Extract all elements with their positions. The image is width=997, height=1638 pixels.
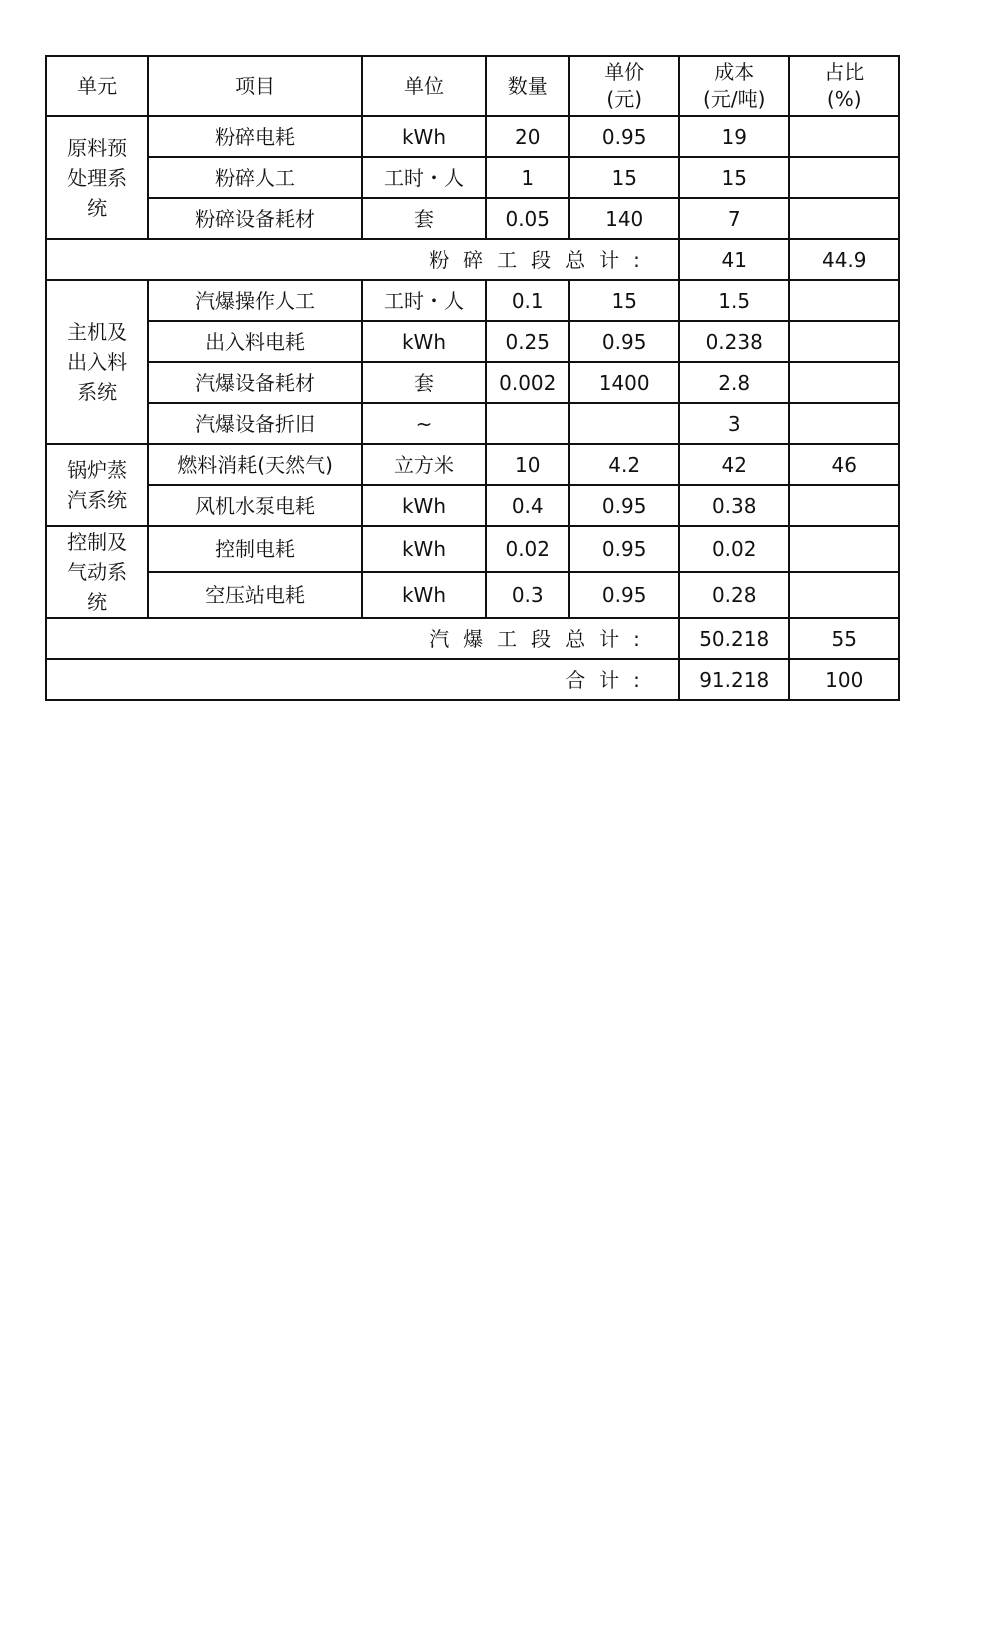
item-cell: 汽爆操作人工	[148, 280, 362, 321]
quantity-cell	[486, 403, 569, 444]
table-row	[46, 444, 899, 485]
price-cell: 15	[569, 157, 678, 198]
table-row	[46, 321, 899, 362]
cost-cell: 0.28	[679, 572, 790, 618]
measure-cell: 工时・人	[362, 280, 486, 321]
cost-cell: 0.02	[679, 526, 790, 572]
quantity-cell: 0.1	[486, 280, 569, 321]
ratio-cell	[789, 485, 899, 526]
ratio-cell	[789, 403, 899, 444]
table-row	[46, 362, 899, 403]
measure-cell: kWh	[362, 116, 486, 157]
quantity-cell: 0.002	[486, 362, 569, 403]
price-cell: 0.95	[569, 321, 678, 362]
subtotal-crush-cost: 41	[679, 239, 790, 280]
subtotal-row-crush	[46, 239, 899, 280]
measure-cell: 工时・人	[362, 157, 486, 198]
item-cell: 汽爆设备折旧	[148, 403, 362, 444]
item-cell: 出入料电耗	[148, 321, 362, 362]
quantity-cell: 20	[486, 116, 569, 157]
cost-table	[45, 55, 900, 701]
header-ratio-line2: (%)	[826, 87, 862, 111]
header-cost-line2: (元/吨)	[703, 87, 766, 111]
table-row	[46, 280, 899, 321]
price-cell: 4.2	[569, 444, 678, 485]
quantity-cell: 0.02	[486, 526, 569, 572]
item-cell: 粉碎人工	[148, 157, 362, 198]
subtotal-steam-ratio: 55	[789, 618, 899, 659]
unit-cell: 控制及气动系统	[46, 526, 148, 618]
total-ratio: 100	[789, 659, 899, 700]
table-row	[46, 572, 899, 618]
cost-cell: 7	[679, 198, 790, 239]
total-cost: 91.218	[679, 659, 790, 700]
ratio-cell	[789, 321, 899, 362]
price-cell: 0.95	[569, 572, 678, 618]
item-cell: 汽爆设备耗材	[148, 362, 362, 403]
header-cost-line1: 成本	[714, 60, 755, 84]
subtotal-steam-cost: 50.218	[679, 618, 790, 659]
item-cell: 空压站电耗	[148, 572, 362, 618]
measure-cell: 套	[362, 362, 486, 403]
item-cell: 粉碎设备耗材	[148, 198, 362, 239]
header-quantity: 数量	[486, 56, 569, 116]
price-cell: 0.95	[569, 485, 678, 526]
total-row	[46, 659, 899, 700]
table-row	[46, 198, 899, 239]
measure-cell: kWh	[362, 485, 486, 526]
cost-cell: 0.38	[679, 485, 790, 526]
measure-cell: kWh	[362, 321, 486, 362]
item-cell: 燃料消耗(天然气)	[148, 444, 362, 485]
header-measure: 单位	[362, 56, 486, 116]
cost-cell: 19	[679, 116, 790, 157]
price-cell: 1400	[569, 362, 678, 403]
subtotal-crush-label: 粉碎工段总计:	[46, 239, 679, 280]
header-price-line1: 单价	[604, 60, 645, 84]
header-item: 项目	[148, 56, 362, 116]
table-row	[46, 403, 899, 444]
unit-cell: 原料预处理系统	[46, 116, 148, 239]
ratio-cell	[789, 362, 899, 403]
price-cell: 15	[569, 280, 678, 321]
quantity-cell: 0.05	[486, 198, 569, 239]
cost-cell: 42	[679, 444, 790, 485]
cost-cell: 1.5	[679, 280, 790, 321]
price-cell: 0.95	[569, 526, 678, 572]
ratio-cell	[789, 157, 899, 198]
cost-cell: 2.8	[679, 362, 790, 403]
header-ratio-line1: 占比	[824, 60, 865, 84]
header-price	[569, 56, 678, 116]
header-price-line2: (元)	[606, 87, 642, 111]
item-cell: 控制电耗	[148, 526, 362, 572]
ratio-cell: 46	[789, 444, 899, 485]
table-row	[46, 485, 899, 526]
cost-cell: 15	[679, 157, 790, 198]
measure-cell: 套	[362, 198, 486, 239]
ratio-cell	[789, 198, 899, 239]
header-ratio	[789, 56, 899, 116]
table-row	[46, 116, 899, 157]
measure-cell: kWh	[362, 526, 486, 572]
quantity-cell: 0.3	[486, 572, 569, 618]
subtotal-row-steam	[46, 618, 899, 659]
item-cell: 风机水泵电耗	[148, 485, 362, 526]
cost-cell: 3	[679, 403, 790, 444]
ratio-cell	[789, 116, 899, 157]
measure-cell: 立方米	[362, 444, 486, 485]
price-cell	[569, 403, 678, 444]
price-cell: 140	[569, 198, 678, 239]
price-cell: 0.95	[569, 116, 678, 157]
ratio-cell	[789, 280, 899, 321]
subtotal-steam-label: 汽爆工段总计:	[46, 618, 679, 659]
table-row	[46, 526, 899, 572]
quantity-cell: 10	[486, 444, 569, 485]
header-unit: 单元	[46, 56, 148, 116]
measure-cell: ~	[362, 403, 486, 444]
header-cost	[679, 56, 790, 116]
unit-cell: 主机及出入料系统	[46, 280, 148, 444]
measure-cell: kWh	[362, 572, 486, 618]
cost-cell: 0.238	[679, 321, 790, 362]
unit-cell: 锅炉蒸汽系统	[46, 444, 148, 526]
ratio-cell	[789, 572, 899, 618]
table-row	[46, 157, 899, 198]
quantity-cell: 1	[486, 157, 569, 198]
quantity-cell: 0.4	[486, 485, 569, 526]
header-row	[46, 56, 899, 116]
ratio-cell	[789, 526, 899, 572]
item-cell: 粉碎电耗	[148, 116, 362, 157]
quantity-cell: 0.25	[486, 321, 569, 362]
subtotal-crush-ratio: 44.9	[789, 239, 899, 280]
total-label: 合计:	[46, 659, 679, 700]
